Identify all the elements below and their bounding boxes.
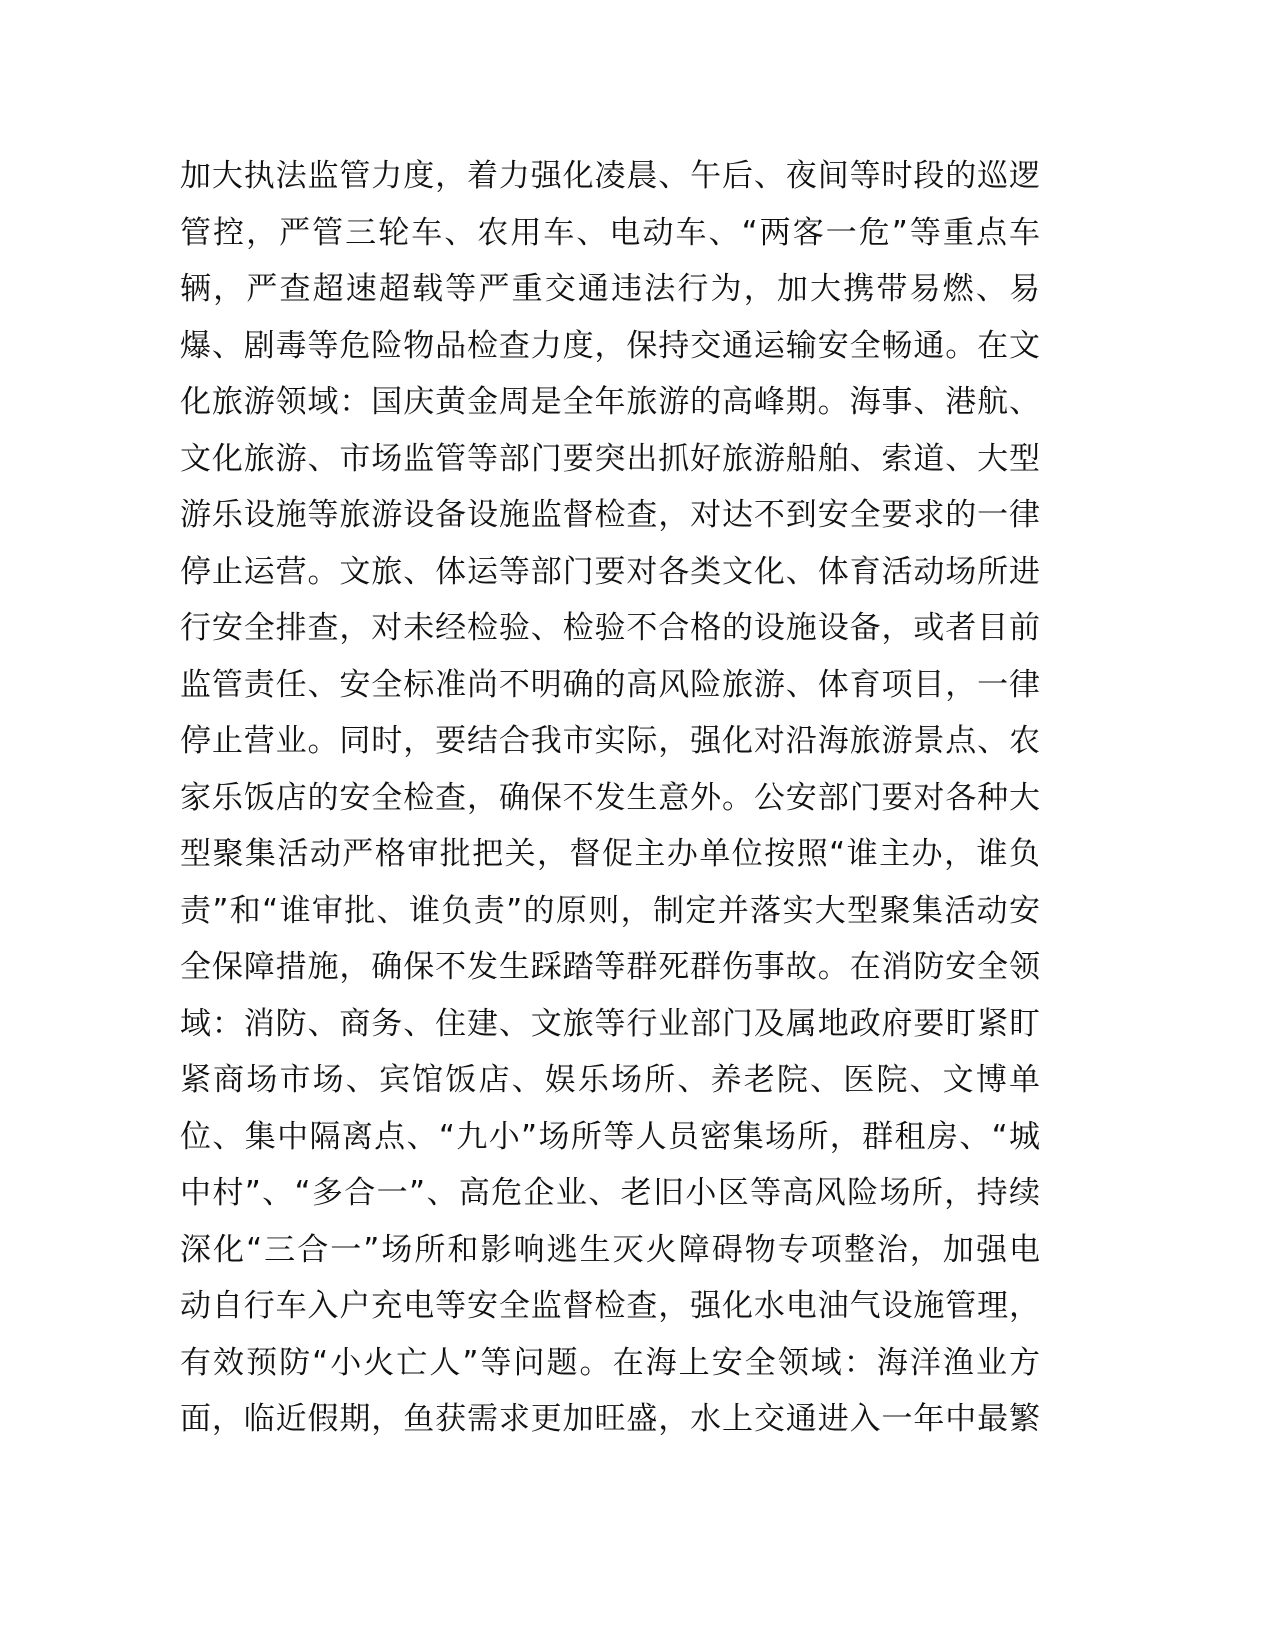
text-line: 停止运营。文旅、体运等部门要对各类文化、体育活动场所进 — [180, 553, 1040, 590]
text-line: 有效预防“小火亡人”等问题。在海上安全领域：海洋渔业方 — [180, 1344, 1040, 1381]
body-text — [180, 148, 1040, 1448]
text-line: 责”和“谁审批、谁负责”的原则，制定并落实大型聚集活动安 — [180, 892, 1040, 929]
text-line: 家乐饭店的安全检查，确保不发生意外。公安部门要对各种大 — [180, 779, 1040, 816]
text-line: 辆，严查超速超载等严重交通违法行为，加大携带易燃、易 — [180, 271, 1040, 307]
text-line: 监管责任、安全标准尚不明确的高风险旅游、体育项目，一律 — [180, 666, 1040, 703]
text-line: 管控，严管三轮车、农用车、电动车、“两客一危”等重点车 — [180, 214, 1040, 251]
text-line: 停止营业。同时，要结合我市实际，强化对沿海旅游景点、农 — [180, 723, 1040, 759]
text-line: 面，临近假期，鱼获需求更加旺盛，水上交通进入一年中最繁 — [180, 1401, 1040, 1437]
text-line: 型聚集活动严格审批把关，督促主办单位按照“谁主办，谁负 — [180, 836, 1040, 872]
text-line: 游乐设施等旅游设备设施监督检查，对达不到安全要求的一律 — [180, 497, 1040, 533]
text-line: 紧商场市场、宾馆饭店、娱乐场所、养老院、医院、文博单 — [180, 1062, 1040, 1098]
text-line: 全保障措施，确保不发生踩踏等群死群伤事故。在消防安全领 — [180, 949, 1040, 985]
text-line: 位、集中隔离点、“九小”场所等人员密集场所，群租房、“城 — [180, 1118, 1040, 1155]
text-line: 化旅游领域：国庆黄金周是全年旅游的高峰期。海事、港航、 — [180, 384, 1040, 420]
text-line: 行安全排查，对未经检验、检验不合格的设施设备，或者目前 — [180, 610, 1040, 646]
text-line: 中村”、“多合一”、高危企业、老旧小区等高风险场所，持续 — [180, 1175, 1040, 1211]
text-line: 深化“三合一”场所和影响逃生灭火障碍物专项整治，加强电 — [180, 1231, 1040, 1268]
text-line: 文化旅游、市场监管等部门要突出抓好旅游船舶、索道、大型 — [180, 440, 1040, 477]
text-line: 爆、剧毒等危险物品检查力度，保持交通运输安全畅通。在文 — [180, 327, 1040, 364]
text-line: 加大执法监管力度，着力强化凌晨、午后、夜间等时段的巡逻 — [180, 158, 1040, 194]
text-line: 域：消防、商务、住建、文旅等行业部门及属地政府要盯紧盯 — [180, 1005, 1040, 1042]
text-line: 动自行车入户充电等安全监督检查，强化水电油气设施管理， — [180, 1288, 1040, 1324]
